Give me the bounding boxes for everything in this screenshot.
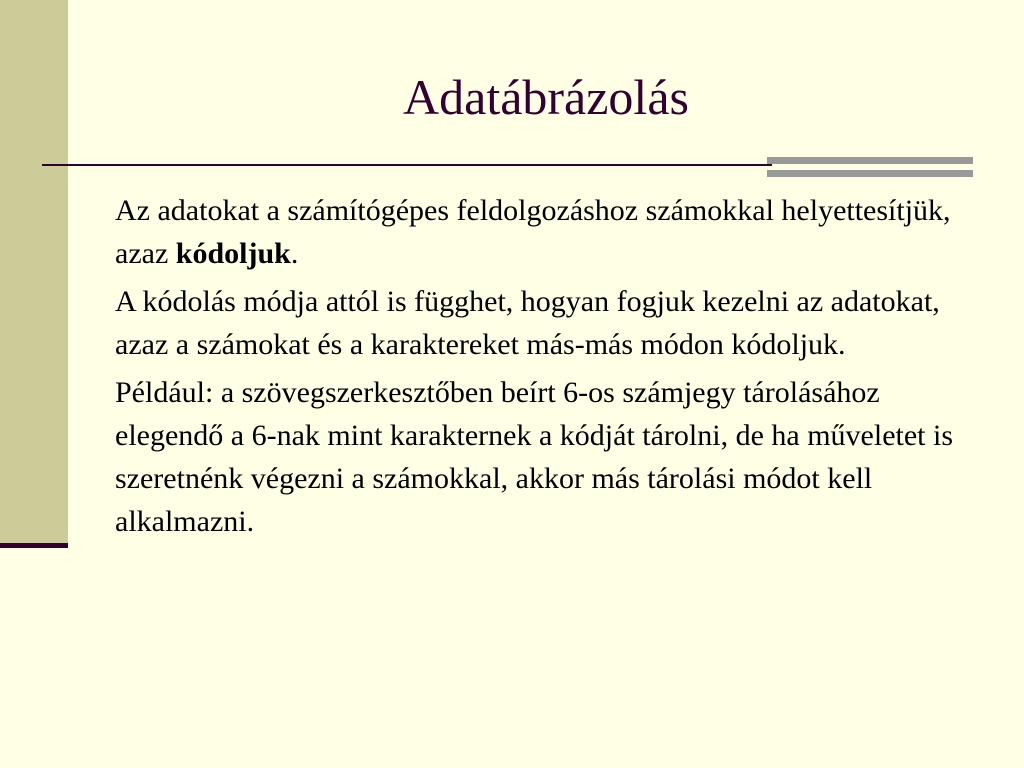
- title-underline: [42, 164, 772, 166]
- paragraph-1-end: .: [290, 237, 299, 270]
- left-decor-accent: [0, 543, 68, 548]
- paragraph-1-text: Az adatokat a számítógépes feldolgozáshoz számokkal helyettesítjük, azaz: [115, 194, 951, 270]
- title-accent-bar-top: [767, 157, 973, 164]
- title-accent-bar-bottom: [767, 170, 973, 177]
- slide-body: [115, 189, 975, 548]
- paragraph-1-emphasis: kódoljuk: [175, 237, 291, 270]
- body-paragraph-1: [115, 189, 975, 275]
- body-paragraph-2: A kódolás módja attól is függhet, hogyan fogjuk kezelni az adatokat, azaz a számokat és a karaktereket más-más módon kódoljuk.: [115, 285, 940, 361]
- body-paragraph-3: Például: a szövegszerkesztőben beírt 6-os számjegy tárolásához elegendő a 6-nak mint karakternek a kódját tárolni, de ha műveletet is szeretnénk végezni a számokkal, akkor más tárolási módot kell alkalmazni.: [115, 376, 954, 538]
- left-decor-bar: [0, 0, 68, 544]
- slide-title: Adatábrázolás: [403, 69, 689, 125]
